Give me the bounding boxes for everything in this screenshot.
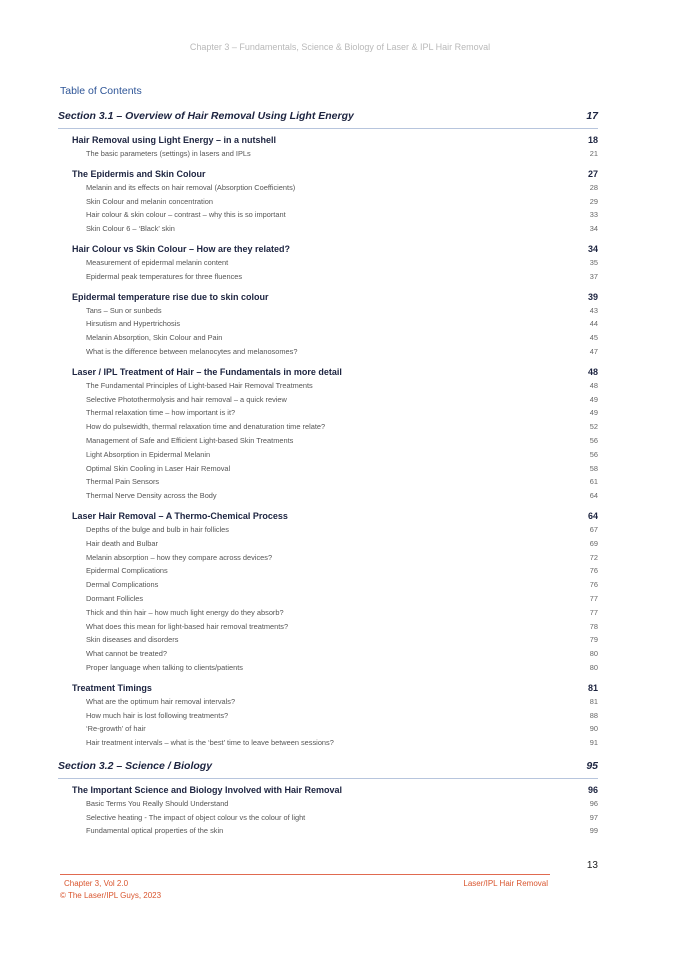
toc-item-page: 79 — [589, 635, 598, 645]
toc-item-entry[interactable] — [58, 347, 598, 361]
toc-item-label: Light Absorption in Epidermal Melanin — [86, 449, 211, 459]
toc-item-label: Skin Colour 6 – ‘Black’ skin — [86, 224, 175, 234]
toc-item-entry[interactable] — [58, 258, 598, 272]
toc-item-page: 72 — [589, 552, 598, 562]
toc-item-entry[interactable] — [58, 149, 598, 163]
toc-section-title: Section 3.1 – Overview of Hair Removal Using Light Energy — [58, 110, 354, 122]
toc-item-label: Skin diseases and disorders — [86, 635, 179, 645]
toc-item-label: Fundamental optical properties of the skin — [86, 826, 224, 836]
toc-item-label: Thermal Pain Sensors — [86, 477, 160, 487]
toc-item-label: Melanin Absorption, Skin Colour and Pain — [86, 333, 223, 343]
toc-item-label: Skin Colour and melanin concentration — [86, 196, 213, 206]
toc-item-entry[interactable] — [58, 491, 598, 505]
toc-item-label: Proper language when talking to clients/patients — [86, 662, 243, 672]
toc-subsection-title: Hair Removal using Light Energy – in a nutshell — [72, 135, 277, 145]
toc-subsection-title: Laser / IPL Treatment of Hair – the Fundamentals in more detail — [72, 366, 342, 377]
toc-item-entry[interactable] — [58, 580, 598, 594]
toc-item-label: The Fundamental Principles of Light-based Hair Removal Treatments — [86, 380, 313, 390]
toc-item-page: 35 — [589, 257, 598, 267]
toc-item-page: 45 — [589, 333, 598, 343]
toc-section-page: 95 — [586, 759, 598, 772]
toc-item-entry[interactable] — [58, 210, 598, 224]
toc-item-page: 99 — [589, 826, 598, 836]
toc-section-entry[interactable] — [58, 760, 598, 776]
toc-item-label: Tans – Sun or sunbeds — [86, 305, 162, 315]
toc-item-page: 67 — [589, 524, 598, 534]
toc-subsection-entry[interactable] — [58, 169, 598, 183]
toc-item-page: 61 — [589, 477, 598, 487]
toc-item-entry[interactable] — [58, 525, 598, 539]
toc-item-page: 49 — [589, 408, 598, 418]
toc-section-page: 17 — [586, 110, 598, 122]
toc-item-label: Hair death and Bulbar — [86, 538, 158, 548]
toc-item-page: 76 — [589, 566, 598, 576]
toc-section-entry[interactable] — [58, 110, 598, 126]
toc-item-page: 56 — [589, 435, 598, 445]
toc-item-entry[interactable] — [58, 333, 598, 347]
toc-subsection-page: 39 — [587, 291, 598, 302]
toc-item-page: 28 — [589, 182, 598, 192]
toc-subsection-title: Treatment Timings — [72, 682, 152, 693]
toc-subsection-entry[interactable] — [58, 292, 598, 306]
toc-item-page: 69 — [589, 538, 598, 548]
toc-item-label: Melanin and its effects on hair removal (Absorption Coefficients) — [86, 182, 296, 192]
toc-item-entry[interactable] — [58, 813, 598, 827]
toc-subsection-group — [58, 169, 598, 238]
toc-item-label: Thermal Nerve Density across the Body — [86, 491, 217, 501]
toc-item-page: 21 — [589, 149, 598, 158]
page-header: Chapter 3 – Fundamentals, Science & Biology of Laser & IPL Hair Removal — [189, 42, 491, 52]
toc-item-page: 64 — [589, 491, 598, 501]
toc-item-label: Epidermal peak temperatures for three fluences — [86, 271, 243, 281]
toc-item-label: Thermal relaxation time – how important is it? — [86, 408, 236, 418]
toc-subsection-group — [58, 135, 598, 163]
toc-item-label: What are the optimum hair removal intervals? — [86, 696, 236, 706]
toc-subsection-group — [58, 292, 598, 361]
toc-subsection-page: 64 — [587, 510, 598, 521]
toc-item-entry[interactable] — [58, 408, 598, 422]
toc-item-entry[interactable] — [58, 663, 598, 677]
toc-item-label: Depths of the bulge and bulb in hair follicles — [86, 524, 229, 534]
toc-item-page: 78 — [589, 621, 598, 631]
toc-item-entry[interactable] — [58, 594, 598, 608]
toc-item-entry[interactable] — [58, 306, 598, 320]
toc-item-entry[interactable] — [58, 450, 598, 464]
toc-item-label: What is the difference between melanocytes and melanosomes? — [86, 346, 298, 356]
toc-subsection-title: Epidermal temperature rise due to skin colour — [72, 291, 269, 302]
toc-item-page: 43 — [589, 305, 598, 315]
toc-item-entry[interactable] — [58, 224, 598, 238]
toc-item-entry[interactable] — [58, 738, 598, 752]
toc-item-label: What cannot be treated? — [86, 649, 167, 659]
toc-item-page: 49 — [589, 394, 598, 404]
toc-item-entry[interactable] — [58, 608, 598, 622]
toc-item-page: 90 — [589, 724, 598, 734]
toc-item-label: Management of Safe and Efficient Light-based Skin Treatments — [86, 435, 294, 445]
toc-item-page: 34 — [589, 224, 598, 234]
toc-item-page: 47 — [589, 346, 598, 356]
toc-subsection-entry[interactable] — [58, 785, 598, 799]
toc-item-entry[interactable] — [58, 635, 598, 649]
toc-item-entry[interactable] — [58, 826, 598, 840]
toc-item-page: 33 — [589, 210, 598, 220]
table-of-contents — [58, 110, 598, 840]
toc-item-label: ‘Re-growth’ of hair — [86, 724, 146, 734]
section-divider — [58, 128, 598, 129]
toc-item-label: Epidermal Complications — [86, 566, 168, 576]
toc-item-entry[interactable] — [58, 649, 598, 663]
toc-item-label: Hair colour & skin colour – contrast – why this is so important — [86, 210, 286, 220]
toc-item-label: Selective heating - The impact of object colour vs the colour of light — [86, 812, 306, 822]
section-divider — [58, 778, 598, 779]
toc-item-entry[interactable] — [58, 197, 598, 211]
toc-item-page: 37 — [589, 271, 598, 281]
toc-subsection-entry[interactable] — [58, 511, 598, 525]
toc-subsection-group — [58, 683, 598, 752]
toc-subsection-page: 18 — [587, 135, 598, 145]
toc-item-entry[interactable] — [58, 422, 598, 436]
toc-item-page: 81 — [589, 696, 598, 706]
toc-item-page: 56 — [589, 449, 598, 459]
toc-item-entry[interactable] — [58, 183, 598, 197]
toc-item-entry[interactable] — [58, 319, 598, 333]
toc-item-entry[interactable] — [58, 395, 598, 409]
toc-item-entry[interactable] — [58, 566, 598, 580]
toc-item-page: 91 — [589, 738, 598, 748]
toc-item-label: Melanin absorption – how they compare across devices? — [86, 552, 273, 562]
toc-item-entry[interactable] — [58, 272, 598, 286]
toc-item-label: How much hair is lost following treatments? — [86, 710, 229, 720]
toc-item-label: Dormant Follicles — [86, 593, 144, 603]
footer-copyright: © The Laser/IPL Guys, 2023 — [60, 891, 162, 900]
toc-item-entry[interactable] — [58, 539, 598, 553]
toc-item-entry[interactable] — [58, 477, 598, 491]
toc-item-entry[interactable] — [58, 697, 598, 711]
toc-item-label: Basic Terms You Really Should Understand — [86, 798, 229, 808]
toc-item-page: 97 — [589, 812, 598, 822]
footer-divider — [60, 874, 550, 875]
toc-subsection-page: 34 — [587, 243, 598, 254]
toc-subsection-group — [58, 367, 598, 505]
toc-item-page: 58 — [589, 463, 598, 473]
toc-subsection-page: 81 — [587, 682, 598, 693]
toc-subsection-group — [58, 785, 598, 840]
toc-item-page: 76 — [589, 580, 598, 590]
toc-item-entry[interactable] — [58, 381, 598, 395]
toc-item-label: Selective Photothermolysis and hair removal – a quick review — [86, 394, 287, 404]
toc-title: Table of Contents — [60, 85, 142, 97]
toc-item-page: 96 — [589, 798, 598, 808]
toc-item-page: 77 — [589, 593, 598, 603]
toc-subsection-page: 48 — [587, 366, 598, 377]
toc-item-entry[interactable] — [58, 436, 598, 450]
toc-item-entry[interactable] — [58, 711, 598, 725]
toc-subsection-entry[interactable] — [58, 367, 598, 381]
toc-subsection-title: The Epidermis and Skin Colour — [72, 168, 206, 179]
footer-chapter-label: Chapter 3, Vol 2.0 — [64, 879, 129, 888]
toc-item-page: 80 — [589, 649, 598, 659]
toc-item-page: 52 — [589, 422, 598, 432]
toc-item-page: 77 — [589, 607, 598, 617]
toc-item-label: The basic parameters (settings) in lasers and IPLs — [86, 149, 251, 158]
toc-subsection-entry[interactable] — [58, 135, 598, 149]
toc-subsection-group — [58, 244, 598, 286]
toc-item-entry[interactable] — [58, 622, 598, 636]
toc-section-title: Section 3.2 – Science / Biology — [58, 759, 213, 772]
toc-subsection-group — [58, 511, 598, 677]
toc-subsection-entry[interactable] — [58, 244, 598, 258]
toc-item-entry[interactable] — [58, 553, 598, 567]
toc-subsection-title: Laser Hair Removal – A Thermo-Chemical Process — [72, 510, 288, 521]
toc-item-label: How do pulsewidth, thermal relaxation time and denaturation time relate? — [86, 422, 326, 432]
toc-subsection-entry[interactable] — [58, 683, 598, 697]
toc-subsection-title: Hair Colour vs Skin Colour – How are they related? — [72, 243, 291, 254]
toc-subsection-title: The Important Science and Biology Involved with Hair Removal — [72, 784, 343, 795]
toc-item-page: 88 — [589, 710, 598, 720]
toc-item-label: Measurement of epidermal melanin content — [86, 257, 229, 267]
toc-item-label: Hair treatment intervals – what is the ‘best’ time to leave between sessions? — [86, 738, 334, 748]
toc-item-entry[interactable] — [58, 799, 598, 813]
toc-item-label: Optimal Skin Cooling in Laser Hair Removal — [86, 463, 231, 473]
toc-subsection-page: 96 — [587, 784, 598, 795]
toc-item-label: Hirsutism and Hypertrichosis — [86, 319, 181, 329]
toc-item-entry[interactable] — [58, 464, 598, 478]
section-spacer — [58, 752, 598, 760]
toc-item-page: 44 — [589, 319, 598, 329]
toc-item-page: 29 — [589, 196, 598, 206]
toc-subsection-page: 27 — [587, 168, 598, 179]
toc-item-label: Thick and thin hair – how much light energy do they absorb? — [86, 607, 284, 617]
toc-item-label: What does this mean for light-based hair removal treatments? — [86, 621, 289, 631]
toc-item-page: 48 — [589, 380, 598, 390]
toc-item-label: Dermal Complications — [86, 580, 159, 590]
toc-item-page: 80 — [589, 662, 598, 672]
page-number: 13 — [586, 860, 598, 871]
footer-book-title: Laser/IPL Hair Removal — [463, 879, 548, 888]
toc-item-entry[interactable] — [58, 724, 598, 738]
